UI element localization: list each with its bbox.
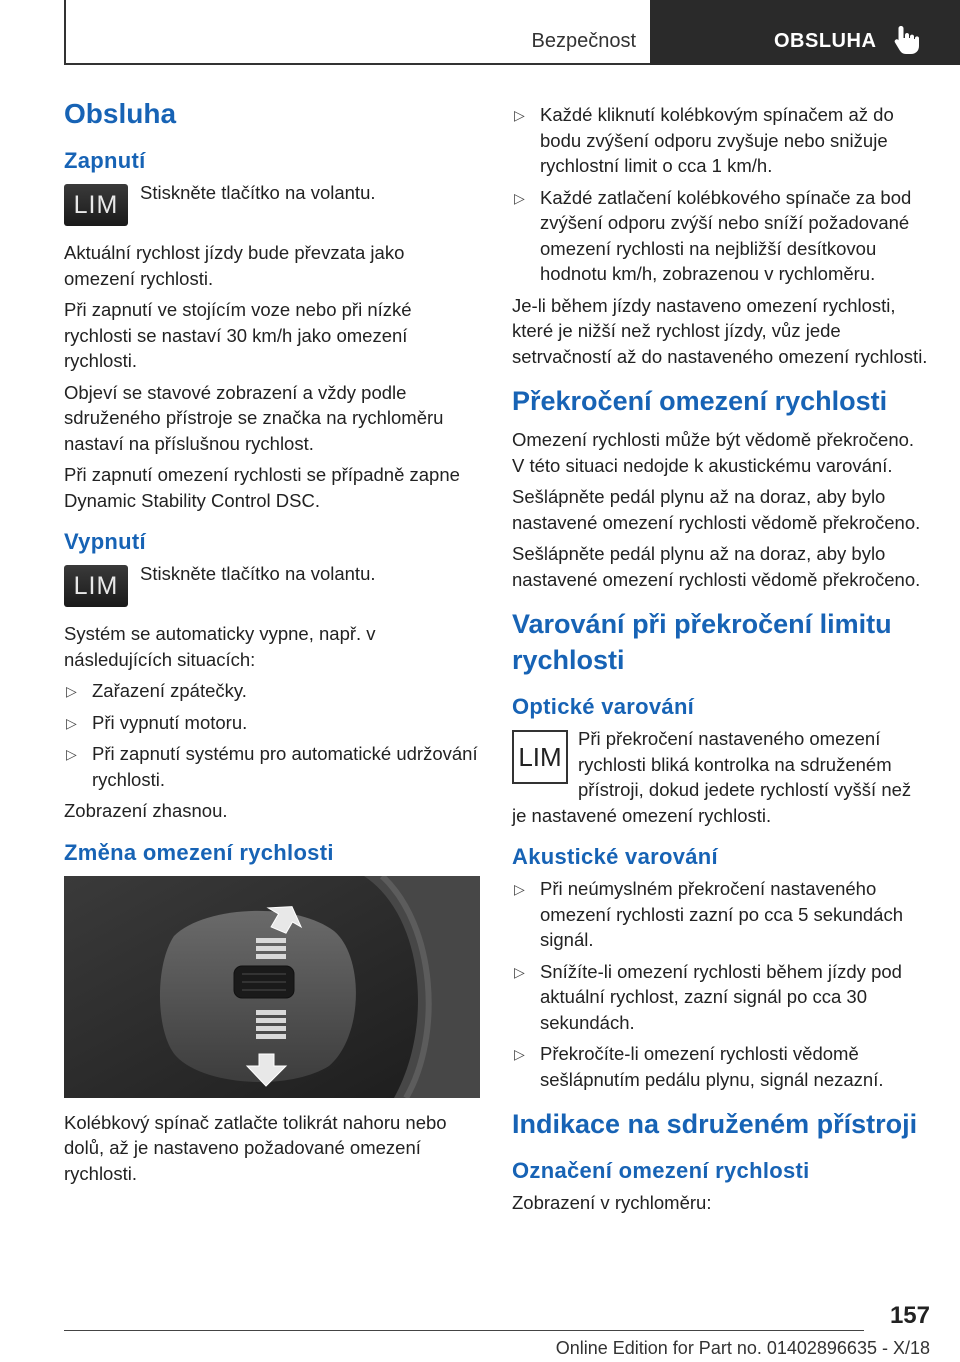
bullet-list (512, 876, 928, 1092)
lim-button-icon: LIM (64, 565, 128, 607)
figure-caption: Kolébkový spínač zatlačte tolikrát nahoru nebo dolů, až je nastaveno požadované omezení rychlosti. (64, 1111, 447, 1184)
heading-akusticke-varovani: Akustické varování (512, 844, 718, 869)
list-item: ▷ Při zapnutí systému pro automatické udržování rychlosti. (66, 743, 478, 790)
footer-divider (64, 1330, 864, 1331)
heading-indikace: Indikace na sdruženém přístroji (512, 1109, 918, 1139)
paragraph: Aktuální rychlost jízdy bude převzata jako omezení rychlosti. (64, 242, 405, 289)
paragraph: Sešlápněte pedál plynu až na doraz, aby bylo nastavené omezení rychlosti vědomě překročeno. (512, 543, 921, 590)
paragraph: Systém se automaticky vypne, např. v následujících situacích: (64, 623, 376, 670)
list-item: ▷ Zařazení zpátečky. (64, 678, 480, 704)
header-chapter-tab (650, 0, 960, 65)
triangle-bullet-icon: ▷ (514, 881, 525, 897)
triangle-bullet-icon: ▷ (514, 107, 525, 123)
header-section-title: Bezpečnost (531, 30, 636, 52)
page-number: 157 (889, 1302, 930, 1329)
lim-button-icon: LIM (64, 184, 128, 226)
footer-edition-note: Online Edition for Part no. 01402896635 - X/18 (555, 1338, 930, 1358)
list-item: ▷ Každé kliknutí kolébkovým spínačem až do bodu zvýšení odporu zvyšuje nebo snižuje rychlostní limit o cca 1 km/h. (514, 104, 894, 176)
triangle-bullet-icon: ▷ (514, 1046, 525, 1062)
list-item: ▷ Při neúmyslném překročení nastaveného omezení rychlosti zazní po cca 5 sekundách signál. (514, 878, 903, 950)
paragraph: Zobrazení v rychloměru: (512, 1192, 712, 1213)
triangle-bullet-icon: ▷ (514, 189, 525, 206)
steering-wheel-illustration (64, 876, 480, 1098)
bullet-list (64, 678, 480, 792)
steering-wheel-rocker-switch-image (64, 876, 480, 1098)
list-item: ▷ Snížíte-li omezení rychlosti během jízdy pod aktuální rychlost, zazní signál po cca 30 sekundách. (514, 960, 902, 1033)
header-chapter-label: OBSLUHA (774, 30, 877, 52)
hand-pointer-icon (892, 24, 922, 56)
triangle-bullet-icon: ▷ (514, 963, 525, 980)
paragraph: Je-li během jízdy nastaveno omezení rychlosti, které je nižší než rychlost jízdy, vůz jede setrvačností až do nastaveného omezení rychlosti. (512, 294, 928, 367)
heading-varovani: Varování při překročení limitu rychlosti (512, 609, 892, 675)
paragraph: Omezení rychlosti může být vědomě překročeno. V této situaci nedojde k akustickému varování. (512, 429, 915, 476)
lim-indicator-light-icon: LIM (512, 730, 568, 784)
heading-zmena: Změna omezení rychlosti (64, 839, 334, 865)
heading-vypnuti: Vypnutí (64, 529, 146, 554)
paragraph: Objeví se stavové zobrazení a vždy podle sdruženého přístroje se značka na rychloměru nastaví na příslušnou rychlost. (64, 381, 444, 454)
lim-indicator-row (512, 726, 928, 828)
heading-zapnuti: Zapnutí (64, 148, 146, 173)
left-column (64, 96, 480, 1192)
triangle-bullet-icon: ▷ (66, 714, 77, 731)
list-item: ▷ Při vypnutí motoru. (64, 710, 480, 736)
paragraph: Zobrazení zhasnou. (64, 800, 228, 821)
triangle-bullet-icon: ▷ (66, 683, 77, 699)
lim-button-instruction: Stiskněte tlačítko na volantu. (140, 182, 376, 203)
heading-opticke-varovani: Optické varování (512, 694, 695, 719)
triangle-bullet-icon: ▷ (66, 746, 77, 762)
heading-prekroceni: Překročení omezení rychlosti (512, 386, 888, 416)
paragraph: Při překročení nastaveného omezení rychlosti bliká kontrolka na sdruženém přístroji, dokud jedete rychlostí vyšší než je nastavené omezení rychlosti. (512, 728, 912, 826)
right-column (512, 96, 928, 1222)
paragraph: Při zapnutí omezení rychlosti se případně zapne Dynamic Stability Control DSC. (64, 464, 460, 511)
lim-button-instruction: Stiskněte tlačítko na volantu. (140, 563, 376, 584)
header-divider-left (64, 0, 66, 64)
header-underline (64, 63, 650, 65)
heading-oznaceni: Označení omezení rychlosti (512, 1158, 810, 1183)
section-title-obsluha: Obsluha (64, 98, 177, 129)
lim-button-row-on (64, 180, 480, 234)
paragraph: Při zapnutí ve stojícím voze nebo při nízké rychlosti se nastaví 30 km/h jako omezení rychlosti. (64, 299, 412, 371)
lim-button-row-off (64, 561, 480, 615)
list-item: ▷ Překročíte-li omezení rychlosti vědomě sešlápnutím pedálu plynu, signál nezazní. (514, 1043, 884, 1090)
list-item: ▷ Každé zatlačení kolébkového spínače za bod zvýšení odporu zvýší nebo sníží požadované omezení rychlosti na nejbližší desítkovou hodnotu km/h, zobrazenou v rychloměru. (514, 186, 912, 284)
bullet-list (512, 102, 928, 287)
paragraph: Sešlápněte pedál plynu až na doraz, aby bylo nastavené omezení rychlosti vědomě překročeno. (512, 486, 921, 533)
